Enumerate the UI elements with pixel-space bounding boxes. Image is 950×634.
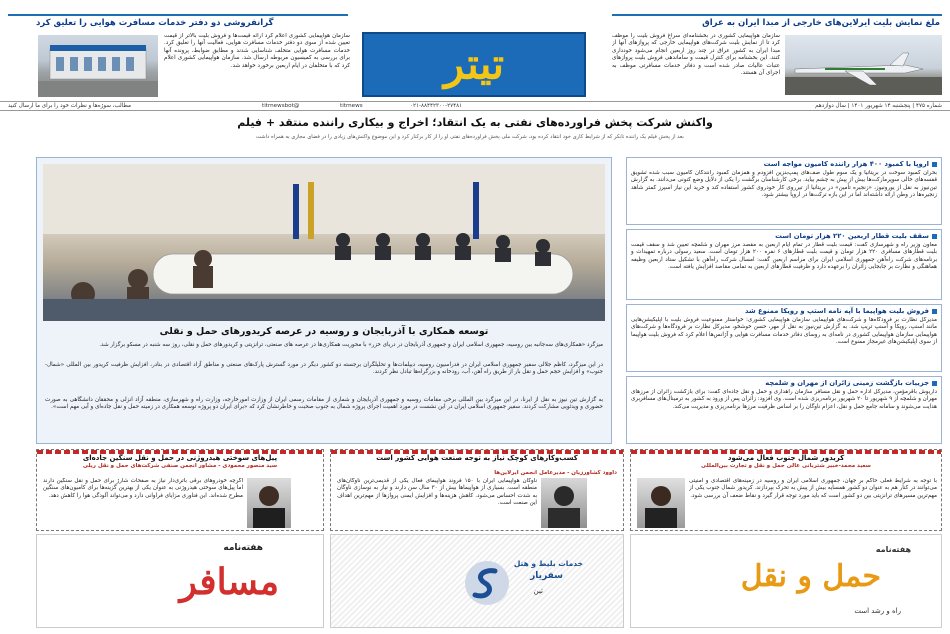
opinion-column-2-author: داوود کشاورزیان - مدیرعامل انجمن ایرلاین‌ها <box>494 470 617 476</box>
ad-2-line-2: سفریار <box>530 571 563 581</box>
side-news-1-body: بحران کمبود سوخت در بریتانیا و یک سوم طول صف‌های پمپ‌بنزین افزودم و همزمان کمبود رانندگان کامیون سبب شده تشویق قفسه‌های خالی سوپرمارکت‌ها بیش از پیش به چشم بیاید. برخی کارشناسان برگشت را یکی از دلایل وضع کنونی می‌دانند. به گزارش تین‌نیوز به نقل از یورونیوز، «زنجیره تأمین» در بریتانیا از تیرروی کار خودروی کشور استفاده کند و خرید این نیاز اسپرز کمتر شاهد زنجیره‌ها در وطن ارائه داشته‌اند اما در این بازه ترکت‌ها در اروپا بیشتر شود. <box>631 170 937 199</box>
opinion-column-1-author: سعید محمد-خبیر شتربانی عالی حمل و نقل و تجارت بین‌المللی <box>701 463 871 469</box>
side-news-3[interactable] <box>626 304 942 372</box>
ad-1-line-2: حمل و نقل <box>740 559 881 594</box>
masthead-logo[interactable] <box>362 32 586 97</box>
top-left-body: سازمان هواپیمایی کشوری اعلام کرد ارائه قیمت‌ها و فروش بلیت بالاتر از قیمت تعیین شده از سوی دو دفتر خدمات مسافرت هوایی، فعالیت آنها را تعلیق کرد. خدمات مسافرت هوایی متخلف شناسایی شدند و مطابق ضوابط، پرونده آنها برای بررسی به کمیسیون مربوطه ارسال شد. سازمان هواپیمایی کشوری اعلام کرد که با متخلفان در ایام اربعین برخورد خواهد شد. <box>164 33 350 69</box>
ad-1-line-1: هفته‌نامه <box>875 545 911 554</box>
ad-haml-o-naghl[interactable] <box>630 534 942 628</box>
bullet-icon <box>932 309 937 314</box>
top-left-rule <box>8 14 348 16</box>
author-photo-2 <box>541 478 587 528</box>
top-right-rule <box>612 14 942 16</box>
masthead-title: تیتر <box>443 39 505 89</box>
opinion-column-2[interactable] <box>330 449 624 531</box>
side-news-1[interactable] <box>626 157 942 225</box>
opinion-column-2-body: ناوگان هواپیمایی ایران با ۱۵۰ فروند هواپیمای فعال یکی از قدیمی‌ترین ناوگان‌های منطقه است. بسیاری از هواپیماها بیش از ۳۰ سال سن دارند و نیاز به نوسازی ناوگان به شدت احساس می‌شود. کاهش هزینه‌ها و افزایش ایمنی پروازها از مهم‌ترین اهداف این صنعت است. <box>337 478 537 507</box>
social-handle-1[interactable]: titrnews <box>340 103 363 109</box>
social-handle-2[interactable]: @titrnewsbot <box>262 103 300 109</box>
opinion-column-1-title: کریدور شمال جنوب فعال می‌شود <box>727 454 845 462</box>
ad-safaryar[interactable] <box>330 534 624 628</box>
safaryar-logo-icon <box>463 559 511 607</box>
side-news-4[interactable] <box>626 376 942 444</box>
side-news-3-title: فروش بلیت هواپیما با آپه نامه استپ و رویکا ممنوع شد <box>745 307 929 315</box>
opinion-column-3-author: سید منصور محمودی - مشاور انجمن صنفی شرکت‌های حمل و نقل ریلی <box>82 463 278 469</box>
author-photo-3 <box>247 478 291 528</box>
author-photo-1 <box>637 478 685 528</box>
ad-1-line-3: راه و رشد است <box>854 607 901 615</box>
side-news-4-body: داریوش باقرمؤمن، مدیرکل اداره حمل و نقل مسافر سازمان راهداری و حمل و نقل جاده‌ای گفت: برای بازگشت زائران از مرزهای مهران و شلمچه از ۹ شهریور تا ۲۰ شهریور برنامه‌ریزی شده است. وی افزود: زائران پس از ورود به کشور به ترمینال‌های مسافربری هدایت می‌شوند و سامانه جامع حمل و نقل، اعزام ناوگان را بر اساس ظرفیت مرزها برنامه‌ریزی و مدیریت می‌کند. <box>631 389 937 410</box>
meeting-photo <box>43 164 605 321</box>
side-news-1-title: اروپا با کمبود ۴۰۰ هزار راننده کامیون مواجه است <box>763 160 929 168</box>
side-news-3-body: مدیرکل نظارت بر فرودگاه‌ها و شرکت‌های هواپیمایی سازمان هواپیمایی کشوری: خواستار ممنوعیت فروش بلیت با اپلیکیشن‌هایی مانند اسنپ، رویکا و آسنپ تریپ شد. به گزارش تین‌نیوز به نقل از مهر، حسن خوشخو، مدیرکل نظارت بر فرودگاه‌ها و شرکت‌های هواپیمایی سازمان هواپیمایی کشوری در نامه‌ای به روسای دفاتر خدمات مسافرت هوایی و آژانس‌ها اعلام کرد که فروش بلیت هواپیما از سوی اپلیکیشن‌های غیرمجاز ممنوع است. <box>631 317 937 346</box>
bullet-icon <box>932 234 937 239</box>
side-news-2[interactable] <box>626 229 942 300</box>
top-right-headline[interactable]: ملغ نمایش بلیت ایرلاین‌های خارجی از مبدا ایران به عراق <box>702 18 940 28</box>
ad-2-line-1: خدمات بلیط و هتل <box>513 559 583 568</box>
side-news-4-title: جزییات بازگشت زمینی زائران از مهران و شلمچه <box>765 379 929 387</box>
feature-paragraph-1: میزگرد «همکاری‌های سه‌جانبه بین روسیه، جمهوری اسلامی ایران و جمهوری آذربایجان در دریای خزر» با محوریت همکاری‌ها در عرصه های صنعتی، ترانزیتی و کریدورهای حمل و نقلی، روز سه شنبه در مسکو برگزار شد. <box>99 342 603 348</box>
feature-panel <box>36 157 612 444</box>
opinion-column-3[interactable] <box>36 449 324 531</box>
opinion-column-2-title: کسب‌وکارهای کوچک نیاز به توجه صنعت هوایی کشور است <box>376 454 578 462</box>
ad-2-line-3: تین <box>533 587 543 595</box>
bullet-icon <box>932 162 937 167</box>
opinion-column-3-title: پیل‌های سوختی هیدروژنی در حمل و نقل سنگین جاده‌ای <box>82 454 278 462</box>
top-right-body: سازمان هواپیمایی کشوری در بخشنامه‌ای سراغ فروش بلیت را موظف کرد تا از نمایش بلیت شرکت‌های هواپیمایی خارجی که پروازهای آنها از مبدا ایران به کشور عراق در چند روز اربعین انجام می‌شود خودداری کنند. این بخشنامه برای کنترل قیمت و ساماندهی فروش بلیت پروازهای عتبات عالیات صادر شده است و دفاتر خدمات مسافرتی موظف به اجرای آن هستند. <box>612 33 780 77</box>
opinion-column-1[interactable] <box>630 449 942 531</box>
top-left-headline[interactable]: گرانفروشی دو دفتر خدمات مسافرت هوایی را تعلیق کرد <box>36 18 274 28</box>
ad-mosafer[interactable] <box>36 534 324 628</box>
issue-info: شماره ۴۷۵ | پنجشنبه ۱۴ شهریور ۱۴۰۱ | سال دوازدهم <box>815 103 942 109</box>
opinion-column-1-body: با توجه به شرایط فعلی حاکم بر جهان، جمهوری اسلامی ایران و روسیه در زمینه‌های اقتصادی و امنیتی می‌توانند در کنار هم به عنوان دو کشور همسایه بیش از پیش به تحرک بپردازند. کریدور شمال جنوب یکی از مهم‌ترین مسیرهای ترانزیتی بین دو کشور است که باید مورد توجه قرار گیرد و نقاط ضعف آن بررسی شود. <box>689 478 937 499</box>
feature-caption[interactable]: توسعه همکاری با آذربایجان و روسیه در عرصه کریدورهای حمل و نقلی <box>159 326 489 337</box>
opinion-column-3-body: اگرچه خودروهای برقی باتری‌دار نیاز به صفحات شارژ برای حمل و نقل سنگین دارند اما پیل‌های سوختی هیدروژنی به عنوان یکی از بهترین گزینه‌ها برای کامیون‌های سنگین مطرح شده‌اند. این فناوری مزایای فراوانی دارد و می‌تواند آلودگی هوا را کاهش دهد. <box>43 478 243 499</box>
main-subheadline: بعد از پخش فیلم یک راننده تانکر که از شرایط کاری خود انتقاد کرده بود، شرکت ملی پخش فراورده‌های نفتی او را از کار برکنار کرد و این موضوع واکنش‌های زیادی را در فضای مجازی به همراه داشت <box>256 134 684 140</box>
side-news-2-body: معاون وزیر راه و شهرسازی گفت: قیمت بلیت قطار در تمام ایام اربعین به مقصد مرز مهران و شلمچه تعیین شد و سقف قیمت بلیت قطارهای مسافری ۲۲۰ هزار تومان و قیمت بلیت قطارهای ۶ نفره ۲۰۰ هزار تومان است. سعید رسولی درباره تمهیدات و برنامه‌های شرکت راه‌آهن جمهوری اسلامی ایران برای مراسم اربعین گفت: امسال شرکت راه‌آهن با تشکیل ستاد اربعین وظیفه هماهنگی و نظارت بر جابجایی زائران را برعهده دارد و ظرفیت قطارهای اربعین به تمامی مقاصد افزایش یافته است. <box>631 242 937 271</box>
airplane-photo <box>785 35 942 95</box>
feature-paragraph-2: در این میزگرد، کاظم جلالی سفیر جمهوری اسلامی ایران در فدراسیون روسیه، دیپلمات‌ها و تحلیلگران برجسته دو کشور دیگر در مورد گسترش پارک‌های صنعتی و مناطق آزاد اقتصادی در بنادر، افزایش ظرفیت کریدور بین المللی «شمال-جنوب» و افزایش حجم حمل و نقل بار از طریق راه آهن، آب، رودخانه و بزرگراه‌ها تبادل نظر کردند. <box>45 362 603 376</box>
info-strip <box>0 101 950 111</box>
feature-paragraph-3: به گزارش تین نیوز به نقل از ایرنا، در این میزگرد بین المللی برخی مقامات روسیه و جمهوری آذربایجان و شماری از مقامات رسمی ایران از وزارت امورخارجه، وزارت راه و شهرسازی، منطقه آزاد انزلی و محققان دانشگاهی به صورت حضوری و ویدئویی مشارکت کردند. سفیر جمهوری اسلامی ایران در این نشست در مورد اهمیت اجرای پروژه شمال به جنوب صحبت و خاطرنشان کرد که «برای ایران دو پروژه توسعه همکاری در زمینه حمل و نقل جاده‌ای و آبی مهم است». <box>45 397 603 411</box>
contact-note: مطالب، سوژه‌ها و نظرات خود را برای ما ارسال کنید <box>8 103 131 109</box>
phone-number: ۰۲۱-۸۸۴۴۲۳۰۰-۲۷۴۸۱ <box>410 103 463 109</box>
airport-building-photo <box>38 35 158 97</box>
side-news-2-title: سقف بلیت قطار اربعین ۲۲۰ هزار تومان است <box>775 232 929 240</box>
bullet-icon <box>932 381 937 386</box>
main-headline[interactable]: واکنش شرکت پخش فراورده‌های نفتی به یک انتقاد؛ اخراج و بیکاری راننده منتقد + فیلم <box>237 116 713 129</box>
ad-3-line-1: هفته‌نامه <box>223 543 263 553</box>
ad-3-line-2: مسافر <box>179 561 279 603</box>
